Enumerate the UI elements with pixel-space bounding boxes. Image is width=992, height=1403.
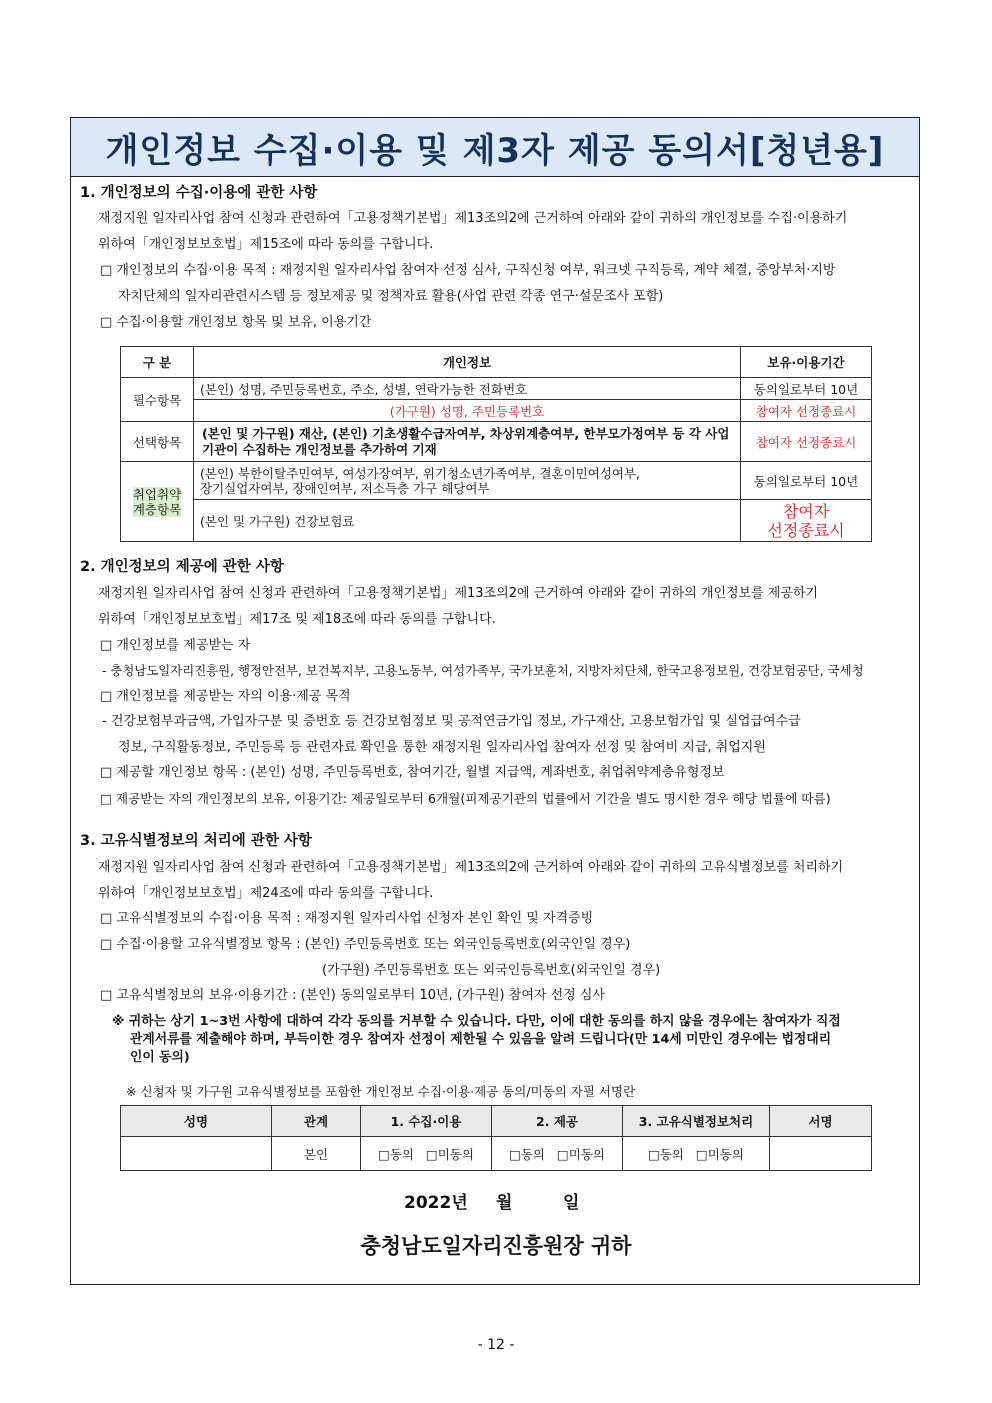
section-3-bullet-1: □ 고유식별정보의 수집·이용 목적 : 재정지원 일자리사업 신청자 본인 확인 및 자격증빙: [100, 911, 594, 926]
section-2-detail-2b: 정보, 구직활동정보, 주민등록 등 관련자료 확인을 통한 재정지원 일자리사업 참여자 선정 및 참여비 지급, 취업지원: [118, 740, 766, 755]
section-3-para-1: 재정지원 일자리사업 참여 신청과 관련하여「고용정책기본법」제13조의2에 근거하여 아래와 같이 귀하의 고유식별정보를 처리하기: [98, 860, 844, 875]
section-3-bullet-3: □ 고유식별정보의 보유·이용기간 : (본인) 동의일로부터 10년, (가구원) 참여자 선정 심사: [100, 988, 605, 1003]
th-info: 개인정보: [194, 347, 741, 378]
row-vulnerable-info-1: [194, 462, 741, 500]
signature-table: [120, 1105, 872, 1171]
row-vulnerable-period-1: 동의일로부터 10년: [741, 462, 872, 500]
section-2-heading: 2. 개인정보의 제공에 관한 사항: [80, 559, 284, 575]
section-2-para-1: 재정지원 일자리사업 참여 신청과 관련하여「고용정책기본법」제13조의2에 근거하여 아래와 같이 귀하의 개인정보를 제공하기: [98, 586, 819, 601]
row-required-period-self: 동의일로부터 10년: [741, 378, 872, 400]
collect-disagree-checkbox[interactable]: □미동의: [425, 1146, 474, 1162]
row-vulnerable-info-2: (본인 및 가구원) 건강보험료: [194, 500, 741, 542]
provide-choice-cell: [492, 1137, 623, 1171]
row-required-info-self: (본인) 성명, 주민등록번호, 주소, 성별, 연락가능한 전화번호: [194, 378, 741, 400]
section-1-bullet-1a: □ 개인정보의 수집·이용 목적 : 재정지원 일자리사업 참여자 선정 심사, 구직신청 여부, 워크넷 구직등록, 계약 체결, 중앙부처·지방: [100, 263, 836, 278]
row-optional-category: 선택항목: [121, 422, 194, 462]
section-2-bullet-1: □ 개인정보를 제공받는 자: [100, 638, 251, 653]
date-month: 월: [496, 1193, 513, 1213]
row-vulnerable-period-2: [741, 500, 872, 542]
section-1-para-1: 재정지원 일자리사업 참여 신청과 관련하여「고용정책기본법」제13조의2에 근거하여 아래와 같이 귀하의 개인정보를 수집·이용하기: [98, 211, 848, 226]
th-name: 성명: [121, 1106, 272, 1137]
unique-id-choice-cell: [623, 1137, 770, 1171]
section-2-bullet-4: □ 제공받는 자의 개인정보의 보유, 이용기간: 제공일로부터 6개월(피제공기관의 법률에서 기간을 별도 명시한 경우 해당 법률에 따름): [100, 791, 831, 806]
relation-cell: 본인: [272, 1137, 361, 1171]
signature-caption: ※ 신청자 및 가구원 고유식별정보를 포함한 개인정보 수집·이용·제공 동의/미동의 자필 서명란: [126, 1084, 636, 1099]
row-required-category: 필수항목: [121, 378, 194, 422]
vulnerable-category-line-2: 계층항목: [132, 501, 182, 517]
vulnerable-period-line-2: 선정종료시: [767, 520, 845, 540]
provide-agree-checkbox[interactable]: □동의: [509, 1146, 545, 1162]
section-1-bullet-1b: 자치단체의 일자리관련시스템 등 정보제공 및 정책자료 활용(사업 관련 각종 연구·설문조사 포함): [118, 289, 664, 304]
addressee: 충청남도일자리진흥원장 귀하: [360, 1234, 632, 1258]
consent-note-1: ※ 귀하는 상기 1~3번 사항에 대하여 각각 동의를 거부할 수 있습니다. 다만, 이에 대한 동의를 하지 않을 경우에는 참여자가 직접: [112, 1014, 841, 1029]
th-signature: 서명: [770, 1106, 872, 1137]
vulnerable-category-line-1: 취업취약: [132, 486, 182, 502]
section-1-para-2: 위하여「개인정보보호법」제15조에 따라 동의를 구합니다.: [98, 237, 434, 252]
section-3-bullet-2b: (가구원) 주민등록번호 또는 외국인등록번호(외국인일 경우): [322, 963, 661, 978]
unique-id-disagree-checkbox[interactable]: □미동의: [695, 1146, 744, 1162]
date-year: 2022년: [404, 1193, 468, 1213]
row-optional-period: 참여자 선정종료시: [741, 422, 872, 462]
th-provide: 2. 제공: [492, 1106, 623, 1137]
section-3-heading: 3. 고유식별정보의 처리에 관한 사항: [80, 833, 312, 849]
section-3-bullet-2: □ 수집·이용할 고유식별정보 항목 : (본인) 주민등록번호 또는 외국인등록번호(외국인일 경우): [100, 937, 631, 952]
th-relation: 관계: [272, 1106, 361, 1137]
title-bar: [71, 118, 919, 177]
section-3-para-2: 위하여「개인정보보호법」제24조에 따라 동의를 구합니다.: [98, 886, 434, 901]
provide-disagree-checkbox[interactable]: □미동의: [556, 1146, 605, 1162]
section-2-detail-1: - 충청남도일자리진흥원, 행정안전부, 보건복지부, 고용노동부, 여성가족부, 국가보훈처, 지방자치단체, 한국고용정보원, 건강보험공단, 국세청: [102, 663, 864, 678]
collect-agree-checkbox[interactable]: □동의: [378, 1146, 414, 1162]
row-required-period-household: 참여자 선정종료시: [741, 400, 872, 422]
th-unique-id: 3. 고유식별정보처리: [623, 1106, 770, 1137]
vulnerable-info-line-1: (본인) 북한이탈주민여부, 여성가장여부, 위기청소년가족여부, 결혼이민여성여부,: [200, 465, 641, 481]
personal-info-table: [120, 346, 872, 542]
th-category: 구 분: [121, 347, 194, 378]
section-2-para-2: 위하여「개인정보보호법」제17조 및 제18조에 따라 동의를 구합니다.: [98, 612, 496, 627]
unique-id-agree-checkbox[interactable]: □동의: [648, 1146, 684, 1162]
row-vulnerable-category: [121, 462, 194, 542]
name-cell[interactable]: [121, 1137, 272, 1171]
section-1-bullet-2: □ 수집·이용할 개인정보 항목 및 보유, 이용기간: [100, 315, 372, 330]
page-number: - 12 -: [477, 1337, 515, 1353]
consent-note-2: 관계서류를 제출해야 하며, 부득이한 경우 참여자 선정이 제한될 수 있음을 알려 드립니다(만 14세 미만인 경우에는 법정대리: [130, 1032, 832, 1047]
row-required-info-household: (가구원) 성명, 주민등록번호: [194, 400, 741, 422]
signature-cell[interactable]: [770, 1137, 872, 1171]
section-2-bullet-2: □ 개인정보를 제공받는 자의 이용·제공 목적: [100, 689, 351, 704]
vulnerable-period-line-1: 참여자: [782, 501, 830, 521]
document-title: 개인정보 수집·이용 및 제3자 제공 동의서[청년용]: [105, 130, 885, 171]
row-optional-info: (본인 및 가구원) 재산, (본인) 기초생활수급자여부, 차상위계층여부, 한부모가정여부 등 각 사업기관이 수집하는 개인정보를 추가하여 기재: [194, 422, 741, 462]
consent-note-3: 인이 동의): [130, 1050, 190, 1065]
section-1-heading: 1. 개인정보의 수집·이용에 관한 사항: [80, 185, 318, 201]
vulnerable-info-line-2: 장기실업자여부, 장애인여부, 저소득층 가구 해당여부: [200, 480, 490, 496]
section-2-bullet-3: □ 제공할 개인정보 항목 : (본인) 성명, 주민등록번호, 참여기간, 월별 지급액, 계좌번호, 취업취약계층유형정보: [100, 765, 725, 780]
collect-choice-cell: [361, 1137, 492, 1171]
th-collect: 1. 수집·이용: [361, 1106, 492, 1137]
th-period: 보유·이용기간: [741, 347, 872, 378]
section-2-detail-2a: - 건강보험부과금액, 가입자구분 및 증번호 등 건강보험정보 및 공적연금가입 정보, 가구재산, 고용보험가입 및 실업급여수급: [102, 714, 801, 729]
date-day: 일: [563, 1193, 580, 1213]
